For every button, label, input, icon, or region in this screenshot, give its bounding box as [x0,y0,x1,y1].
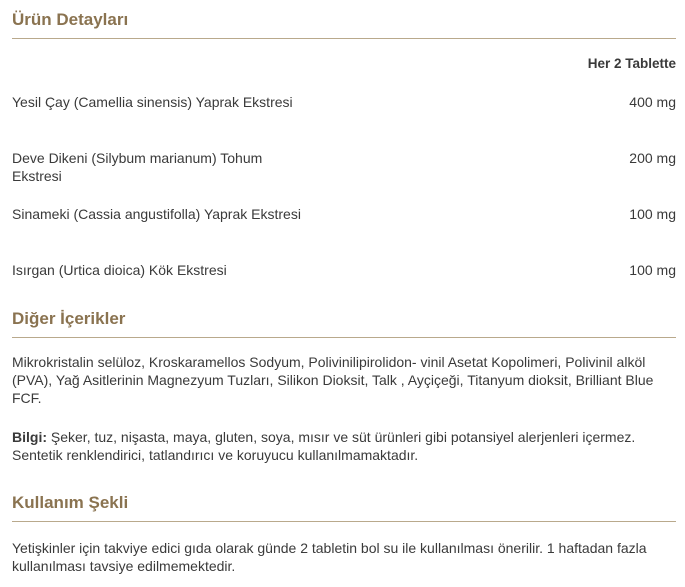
ingredient-amount: 400 mg [629,94,676,110]
usage-text: Yetişkinler için takviye edici gıda olarak günde 2 tabletin bol su ile kullanılması önerilir. 1 haftadan fazla kullanılması tavsiye edilmemektedir. [12,540,647,574]
ingredient-name: Isırgan (Urtica dioica) Kök Ekstresi [12,262,227,278]
serving-size-header: Her 2 Tablette [587,56,676,71]
ingredient-name: Yesil Çay (Camellia sinensis) Yaprak Ekstresi [12,94,293,110]
section-divider [12,337,676,338]
product-details-heading: Ürün Detayları [12,10,129,29]
section-divider [12,521,676,522]
ingredient-name: Deve Dikeni (Silybum marianum) Tohum Ekstresi [12,150,263,184]
ingredient-amount: 100 mg [629,206,676,222]
ingredient-row [12,205,676,223]
ingredient-amount: 200 mg [629,150,676,166]
ingredient-name: Sinameki (Cassia angustifolla) Yaprak Ekstresi [12,206,301,222]
other-ingredients-heading: Diğer İçerikler [12,309,126,328]
usage-heading: Kullanım Şekli [12,493,129,512]
allergen-label: Bilgi: [12,429,47,445]
ingredient-row [12,93,676,111]
ingredient-row [12,261,676,279]
ingredient-row [12,149,676,185]
other-ingredients-text: Mikrokristalin selüloz, Kroskaramellos Sodyum, Polivinilipirolidon- vinil Asetat Kopolimeri, Polivinil alköl (PVA), Yağ Asitlerinin Magnezyum Tuzları, Silikon Dioksit, Talk , Ayçiçeği, Titanyum dioksit, Brilliant Blue FCF. [12,354,654,406]
section-divider [12,38,676,39]
allergen-info [12,428,676,464]
ingredient-amount: 100 mg [629,262,676,278]
allergen-text: Şeker, tuz, nişasta, maya, gluten, soya, mısır ve süt ürünleri gibi potansiyel alerjenleri içermez. Sentetik renklendirici, tatlandırıcı ve koruyucu kullanılmamaktadır. [12,429,636,463]
